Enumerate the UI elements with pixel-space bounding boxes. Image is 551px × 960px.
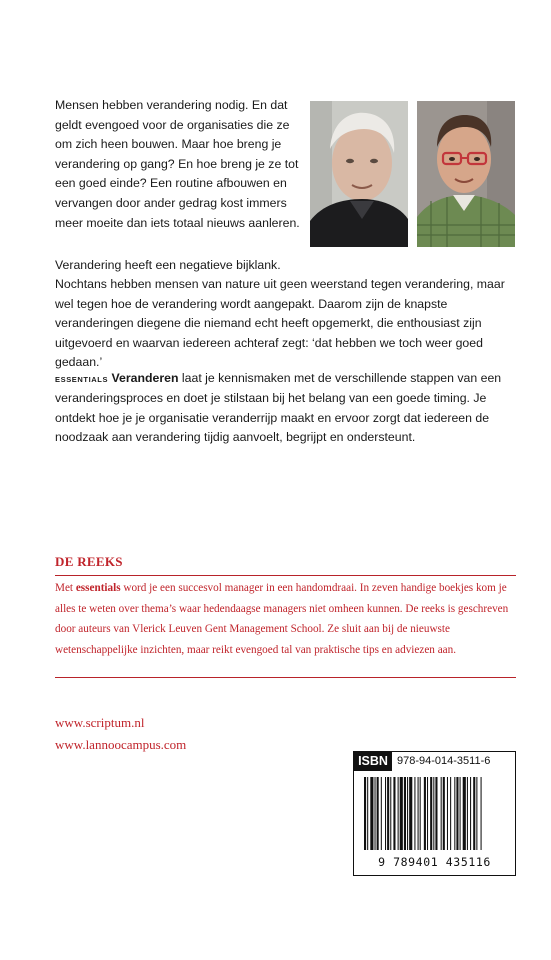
- barcode-bar: [420, 777, 421, 850]
- barcode-bar: [409, 777, 412, 850]
- barcode-bar: [414, 777, 415, 850]
- barcode-bar: [470, 777, 471, 850]
- barcode-bar: [441, 777, 442, 850]
- barcode-bar: [398, 777, 399, 850]
- barcode-bar: [407, 777, 408, 850]
- link-lannoocampus[interactable]: www.lannoocampus.com: [55, 737, 187, 752]
- barcode-bars: [364, 777, 506, 850]
- link-scriptum[interactable]: www.scriptum.nl: [55, 715, 145, 730]
- isbn-label: ISBN: [354, 752, 392, 771]
- barcode-bar: [370, 777, 373, 850]
- barcode-bar: [460, 777, 461, 850]
- series-description: [55, 578, 516, 660]
- series-brand: essentials: [75, 582, 121, 594]
- barcode-bar: [427, 777, 428, 850]
- barcode-bar: [447, 777, 448, 850]
- series-divider-bottom: [55, 677, 516, 678]
- author-photo-1: [310, 101, 408, 247]
- barcode-bar: [404, 777, 406, 850]
- barcode-bar: [385, 777, 386, 850]
- barcode-bar: [381, 777, 382, 850]
- barcode-bar: [454, 777, 455, 850]
- isbn-number: 978-94-014-3511-6: [397, 755, 491, 767]
- barcode-bar: [467, 777, 468, 850]
- author-photo-2: [417, 101, 515, 247]
- barcode-bar: [435, 777, 437, 850]
- barcode-bar: [367, 777, 368, 850]
- barcode-bar: [375, 777, 376, 850]
- barcode-bar: [364, 777, 366, 850]
- barcode-bar: [481, 777, 482, 850]
- barcode-bar: [476, 777, 477, 850]
- series-heading: DE REEKS: [55, 554, 123, 569]
- paragraph2-line1: Verandering heeft een negatieve bijklank.: [55, 258, 281, 272]
- barcode-bar: [450, 777, 451, 850]
- barcode-bar: [443, 777, 445, 850]
- paragraph3-text: laat je kennismaken met de verschillende stappen van een veranderingsproces en doet je stilstaan bij het belang van een goede timing. Je ontdekt hoe je je organisatie veranderrijp maakt en ervoor zorgt dat iedereen de noodzaak aan verandering tijdig aanvoelt, begrijpt en ondersteunt.: [55, 371, 502, 445]
- barcode-bar: [456, 777, 458, 850]
- barcode-bar: [393, 777, 395, 850]
- author-photo-icon: [310, 101, 408, 247]
- paragraph-book-description: [55, 369, 525, 448]
- barcode-bar: [433, 777, 434, 850]
- series-text-after: word je een succesvol manager in een handomdraai. In zeven handige boekjes kom je alles te weten over thema’s waar hedendaagse managers niet omheen kunnen. De reeks is geschreven door auteurs van Vlerick Leuven Gent Management School. Ze sluit aan bij de nieuwste wetenschappelijke inzichten, maar reikt evengoed tal van praktische tips en adviezen aan.: [55, 582, 509, 656]
- brand-essentials-small: ESSENTIALS: [55, 375, 109, 384]
- barcode-bar: [390, 777, 391, 850]
- paragraph2-rest: Nochtans hebben mensen van nature uit geen weerstand tegen verandering, maar wel tegen hoe de verandering wordt aangepakt. Daarom zijn de knapste veranderingen diegene die niemand echt heeft opgemerkt, die enthousiast zijn uitgevoerd en waarvan iedereen achteraf zegt: ‘dat hebben we toch weer goed gedaan.’: [55, 277, 505, 370]
- barcode-digits: 9 789401 435116: [378, 855, 491, 869]
- isbn-barcode-block: [353, 751, 516, 876]
- series-divider-top: [55, 575, 516, 576]
- barcode-bar: [418, 777, 419, 850]
- author-photo-icon: [417, 101, 515, 247]
- barcode-bar: [400, 777, 403, 850]
- barcode-bar: [473, 777, 475, 850]
- series-text-before: Met: [55, 582, 76, 594]
- book-title: Veranderen: [111, 371, 179, 385]
- barcode-bar: [430, 777, 432, 850]
- intro-text: Mensen hebben verandering nodig. En dat geldt evengoed voor de organisaties die ze om zich heen bouwen. Maar hoe breng je verandering op gang? En hoe breng je ze tot een goed einde? Een routine afbouwen en vervangen door ander gedrag kost immers meer moeite dan iets totaal nieuws aanleren.: [55, 98, 300, 230]
- barcode-bar: [387, 777, 389, 850]
- barcode-bar: [463, 777, 466, 850]
- barcode-bar: [424, 777, 426, 850]
- paragraph-negative-connotation: [55, 256, 525, 372]
- barcode-bar: [377, 777, 379, 850]
- barcode-icon: [364, 777, 506, 850]
